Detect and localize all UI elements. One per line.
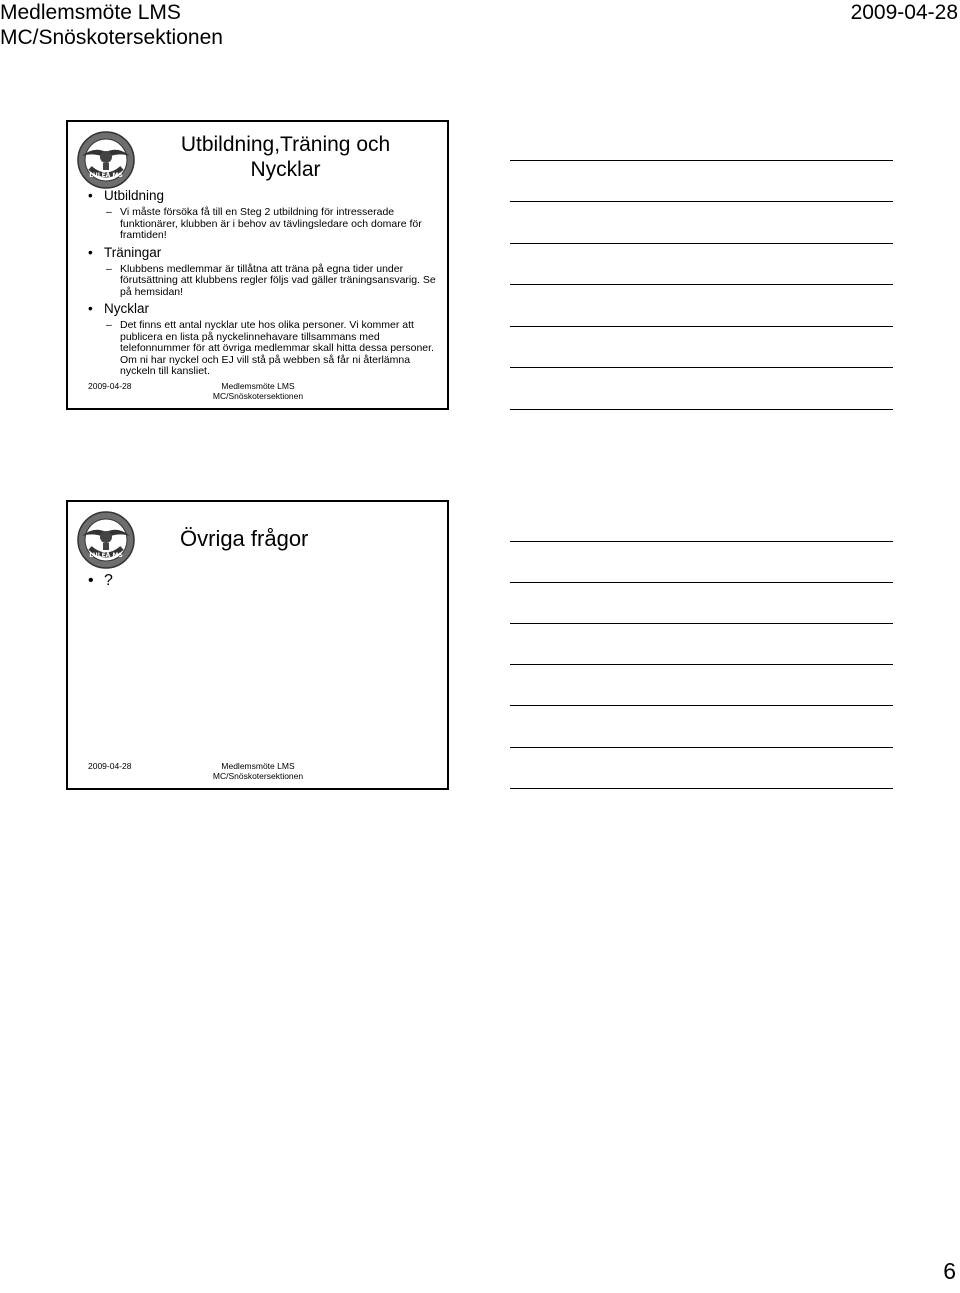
- footer-line2: MC/Snöskotersektionen: [212, 771, 304, 781]
- slide-footer-center: [188, 761, 328, 781]
- club-emblem-icon: [76, 510, 136, 570]
- note-line: [510, 243, 893, 244]
- note-line: [510, 747, 893, 748]
- header-title-line2: MC/Snöskotersektionen: [0, 26, 223, 49]
- slide-title: Övriga frågor: [180, 526, 309, 551]
- note-line: [510, 582, 893, 583]
- slide-title: [168, 132, 403, 182]
- footer-line1: Medlemsmöte LMS: [221, 381, 295, 391]
- note-line: [510, 284, 893, 285]
- page-header-date: 2009-04-28: [850, 1, 958, 24]
- note-line: [510, 705, 893, 706]
- note-line: [510, 326, 893, 327]
- sub-item: – Klubbens medlemmar är tillåtna att träna på egna tider under förutsättning att klubbens regler följs vad gäller träningsansvarig. Se på hemsidan!: [82, 264, 439, 299]
- bullet-item: • Nycklar: [82, 301, 439, 317]
- header-title-line1: Medlemsmöte LMS: [0, 1, 181, 24]
- note-line: [510, 409, 893, 410]
- footer-line2: MC/Snöskotersektionen: [212, 391, 304, 401]
- logo-text: LULEÅ MS: [89, 172, 123, 179]
- page-header-title: [0, 0, 223, 50]
- bullet-item: • Träningar: [82, 245, 439, 261]
- note-line: [510, 664, 893, 665]
- note-line: [510, 788, 893, 789]
- slide-footer-date: 2009-04-28: [88, 761, 132, 771]
- slide-ovriga-fragor: [66, 500, 449, 790]
- note-line: [510, 623, 893, 624]
- sub-item: – Vi måste försöka få till en Steg 2 utbildning för intresserade funktionärer, klubben är i behov av tävlingsledare och domare för framtiden!: [82, 207, 439, 242]
- bullet-item: • Utbildning: [82, 188, 439, 204]
- footer-line1: Medlemsmöte LMS: [221, 761, 295, 771]
- note-line: [510, 201, 893, 202]
- slide-utbildning: [66, 120, 449, 410]
- slide-title-line1: Utbildning,Träning och: [180, 133, 391, 156]
- note-line: [510, 367, 893, 368]
- logo-text: LULEÅ MS: [89, 552, 123, 559]
- note-line: [510, 160, 893, 161]
- bullet-item: • ?: [82, 572, 439, 590]
- slide-footer-center: [188, 381, 328, 401]
- slide-body: [82, 188, 439, 381]
- slide-footer-date: 2009-04-28: [88, 381, 132, 391]
- page-number: 6: [943, 1258, 956, 1284]
- slide-body: [82, 572, 439, 590]
- note-line: [510, 541, 893, 542]
- slide-title-line2: Nycklar: [250, 158, 321, 181]
- club-emblem-icon: [76, 130, 136, 190]
- sub-item: – Det finns ett antal nycklar ute hos olika personer. Vi kommer att publicera en lista på nyckelinnehavare tillsammans med telefonnummer för att övriga medlemmar skall hitta dessa personer. Om ni har nyckel och EJ vill stå på webben så får ni återlämna nyckeln till kansliet.: [82, 320, 439, 378]
